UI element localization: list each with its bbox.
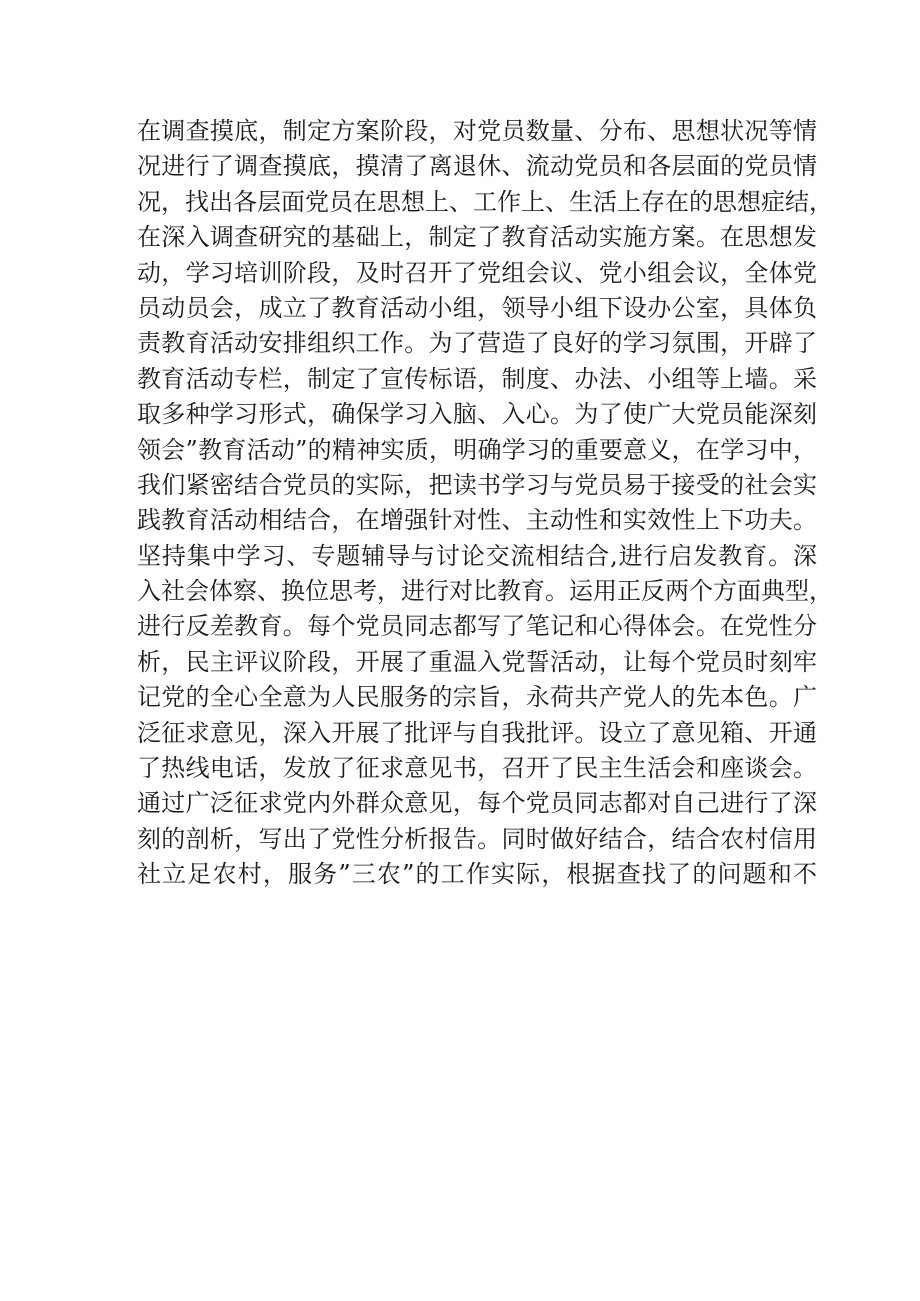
text-line: 况，找出各层面党员在思想上、工作上、生活上存在的思想症结， (137, 187, 833, 216)
text-line: 取多种学习形式，确保学习入脑、入心。为了使广大党员能深刻 (137, 400, 817, 429)
text-line: 入社会体察、换位思考，进行对比教育。运用正反两个方面典型， (137, 577, 833, 606)
text-line: 在深入调查研究的基础上，制定了教育活动实施方案。在思想发 (137, 223, 817, 252)
body-text (137, 114, 833, 893)
text-line: 教育活动专栏，制定了宣传标语，制度、办法、小组等上墙。采 (137, 364, 817, 393)
text-line: 员动员会，成立了教育活动小组，领导小组下设办公室，具体负 (137, 293, 817, 322)
text-line: 动，学习培训阶段，及时召开了党组会议、党小组会议，全体党 (137, 258, 817, 287)
text-line: 社立足农村，服务”三农”的工作实际，根据查找了的问题和不 (137, 860, 817, 889)
text-line: 了热线电话，发放了征求意见书，召开了民主生活会和座谈会。 (137, 754, 817, 783)
text-line: 刻的剖析，写出了党性分析报告。同时做好结合，结合农村信用 (137, 824, 817, 853)
text-line: 通过广泛征求党内外群众意见，每个党员同志都对自己进行了深 (137, 789, 817, 818)
text-line: 责教育活动安排组织工作。为了营造了良好的学习氛围，开辟了 (137, 329, 817, 358)
text-line: 记党的全心全意为人民服务的宗旨，永荷共产党人的先本色。广 (137, 683, 817, 712)
text-line: 析，民主评议阶段，开展了重温入党誓活动，让每个党员时刻牢 (137, 647, 817, 676)
text-line: 况进行了调查摸底，摸清了离退休、流动党员和各层面的党员情 (137, 152, 817, 181)
text-line: 领会”教育活动”的精神实质，明确学习的重要意义，在学习中， (137, 435, 817, 464)
text-line: 践教育活动相结合，在增强针对性、主动性和实效性上下功夫。 (137, 506, 817, 535)
text-line: 进行反差教育。每个党员同志都写了笔记和心得体会。在党性分 (137, 612, 817, 641)
text-line: 坚持集中学习、专题辅导与讨论交流相结合,进行启发教育。深 (137, 541, 817, 570)
text-line: 泛征求意见，深入开展了批评与自我批评。设立了意见箱、开通 (137, 718, 817, 747)
text-line: 在调查摸底，制定方案阶段，对党员数量、分布、思想状况等情 (137, 117, 817, 145)
text-line: 我们紧密结合党员的实际，把读书学习与党员易于接受的社会实 (137, 470, 817, 499)
